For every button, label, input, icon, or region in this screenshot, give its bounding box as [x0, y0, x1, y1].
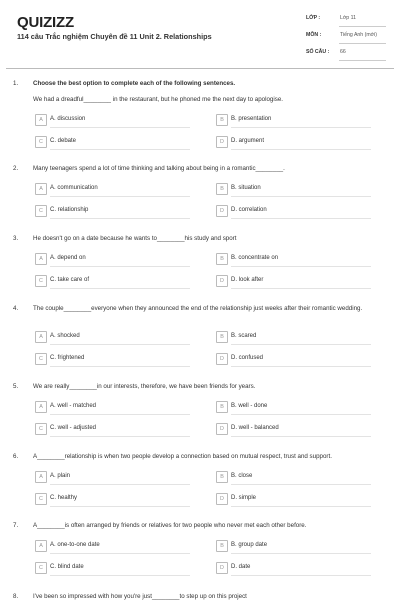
meta-value: 66 [340, 49, 346, 55]
option-letter-box[interactable]: B [216, 471, 228, 483]
option-label: D. simple [231, 495, 257, 501]
option-letter-box[interactable]: C [35, 275, 47, 287]
option-label: B. well - done [231, 403, 268, 409]
meta-row-count [306, 46, 386, 62]
option-label: C. take care of [50, 277, 90, 283]
option-label: C. debate [50, 138, 77, 144]
option-letter-box[interactable]: D [216, 562, 228, 574]
question-text: I've been so impressed with how you're just________to step up on this project [33, 593, 247, 600]
option-letter-box[interactable]: B [216, 540, 228, 552]
option-underline [50, 149, 190, 150]
option-letter-box[interactable]: A [35, 331, 47, 343]
option-label: A. discussion [50, 116, 86, 122]
question-text: Many teenagers spend a lot of time thinking and talking about being in a romantic________. [33, 165, 285, 172]
document-title: 114 câu Trắc nghiệm Chuyên đề 11 Unit 2. Relationships [17, 32, 212, 41]
option-underline [50, 553, 190, 554]
meta-row-subject [306, 29, 386, 45]
option-label: B. scared [231, 333, 257, 339]
meta-divider [339, 60, 386, 61]
question-number: 8. [13, 593, 19, 600]
option-underline [50, 344, 190, 345]
option-underline [231, 196, 371, 197]
instruction-text: Choose the best option to complete each of the following sentences. [33, 80, 236, 87]
meta-value: Tiếng Anh (mới) [340, 32, 377, 38]
option-underline [50, 288, 190, 289]
question-number: 6. [13, 453, 19, 460]
option-letter-box[interactable]: A [35, 253, 47, 265]
option-letter-box[interactable]: B [216, 253, 228, 265]
option-underline [50, 218, 190, 219]
option-label: A. well - matched [50, 403, 97, 409]
meta-label: SỐ CÂU : [306, 49, 330, 55]
meta-divider [339, 26, 386, 27]
option-label: A. communication [50, 185, 98, 191]
option-underline [231, 149, 371, 150]
option-underline [231, 266, 371, 267]
option-letter-box[interactable]: A [35, 401, 47, 413]
option-letter-box[interactable]: C [35, 205, 47, 217]
option-letter-box[interactable]: A [35, 183, 47, 195]
option-letter-box[interactable]: C [35, 353, 47, 365]
option-label: A. one-to-one date [50, 542, 100, 548]
option-underline [50, 366, 190, 367]
option-underline [231, 484, 371, 485]
option-letter-box[interactable]: C [35, 493, 47, 505]
option-underline [231, 575, 371, 576]
option-letter-box[interactable]: D [216, 205, 228, 217]
option-letter-box[interactable]: B [216, 183, 228, 195]
option-underline [231, 344, 371, 345]
option-letter-box[interactable]: C [35, 562, 47, 574]
option-letter-box[interactable]: D [216, 353, 228, 365]
option-letter-box[interactable]: D [216, 423, 228, 435]
question-text: A________relationship is when two people develop a connection based on mutual respect, trust and support. [33, 453, 332, 460]
option-label: D. date [231, 564, 251, 570]
option-label: B. concentrate on [231, 255, 279, 261]
meta-label: MÔN : [306, 32, 322, 38]
option-underline [231, 218, 371, 219]
question-text: He doesn't go on a date because he wants to________his study and sport [33, 235, 237, 242]
option-underline [50, 484, 190, 485]
option-underline [50, 436, 190, 437]
option-label: D. confused [231, 355, 264, 361]
option-letter-box[interactable]: B [216, 114, 228, 126]
option-letter-box[interactable]: B [216, 401, 228, 413]
option-label: A. depend on [50, 255, 86, 261]
option-underline [50, 575, 190, 576]
option-label: D. argument [231, 138, 265, 144]
option-label: B. close [231, 473, 253, 479]
option-underline [231, 436, 371, 437]
option-letter-box[interactable]: A [35, 114, 47, 126]
option-letter-box[interactable]: D [216, 136, 228, 148]
question-number: 3. [13, 235, 19, 242]
meta-label: LỚP : [306, 15, 321, 21]
option-underline [231, 506, 371, 507]
option-letter-box[interactable]: C [35, 423, 47, 435]
header [0, 0, 400, 66]
question-text: We had a dreadful________ in the restaurant, but he phoned me the next day to apologise. [33, 96, 283, 103]
question-number: 2. [13, 165, 19, 172]
option-label: C. frightened [50, 355, 85, 361]
option-label: C. healthy [50, 495, 78, 501]
header-divider [6, 68, 394, 69]
option-underline [231, 288, 371, 289]
option-label: D. look after [231, 277, 264, 283]
meta-value: Lớp 11 [340, 15, 356, 21]
question-number: 4. [13, 305, 19, 312]
option-letter-box[interactable]: A [35, 540, 47, 552]
option-label: C. relationship [50, 207, 89, 213]
option-label: C. blind date [50, 564, 84, 570]
option-label: D. well - balanced [231, 425, 279, 431]
option-underline [50, 506, 190, 507]
option-letter-box[interactable]: A [35, 471, 47, 483]
option-underline [231, 366, 371, 367]
question-number: 7. [13, 522, 19, 529]
option-underline [50, 127, 190, 128]
option-label: A. shocked [50, 333, 80, 339]
option-underline [231, 553, 371, 554]
option-label: D. correlation [231, 207, 267, 213]
question-text: The couple________everyone when they announced the end of the relationship just weeks after their romantic wedding. [33, 305, 363, 312]
question-number: 1. [13, 80, 19, 87]
option-letter-box[interactable]: C [35, 136, 47, 148]
question-number: 5. [13, 383, 19, 390]
option-label: A. plain [50, 473, 71, 479]
question-text: We are really________in our interests, therefore, we have been friends for years. [33, 383, 256, 390]
option-underline [231, 414, 371, 415]
option-underline [50, 196, 190, 197]
option-underline [50, 266, 190, 267]
option-underline [231, 127, 371, 128]
option-letter-box[interactable]: B [216, 331, 228, 343]
option-underline [50, 414, 190, 415]
option-letter-box[interactable]: D [216, 275, 228, 287]
quizizz-logo[interactable]: QUIZIZZ [17, 14, 74, 31]
option-label: B. situation [231, 185, 261, 191]
option-label: B. group date [231, 542, 268, 548]
option-letter-box[interactable]: D [216, 493, 228, 505]
option-label: B. presentation [231, 116, 272, 122]
question-text: A________is often arranged by friends or relatives for two people who never met each other before. [33, 522, 307, 529]
option-label: C. well - adjusted [50, 425, 97, 431]
meta-divider [339, 43, 386, 44]
meta-row-class [306, 12, 386, 28]
